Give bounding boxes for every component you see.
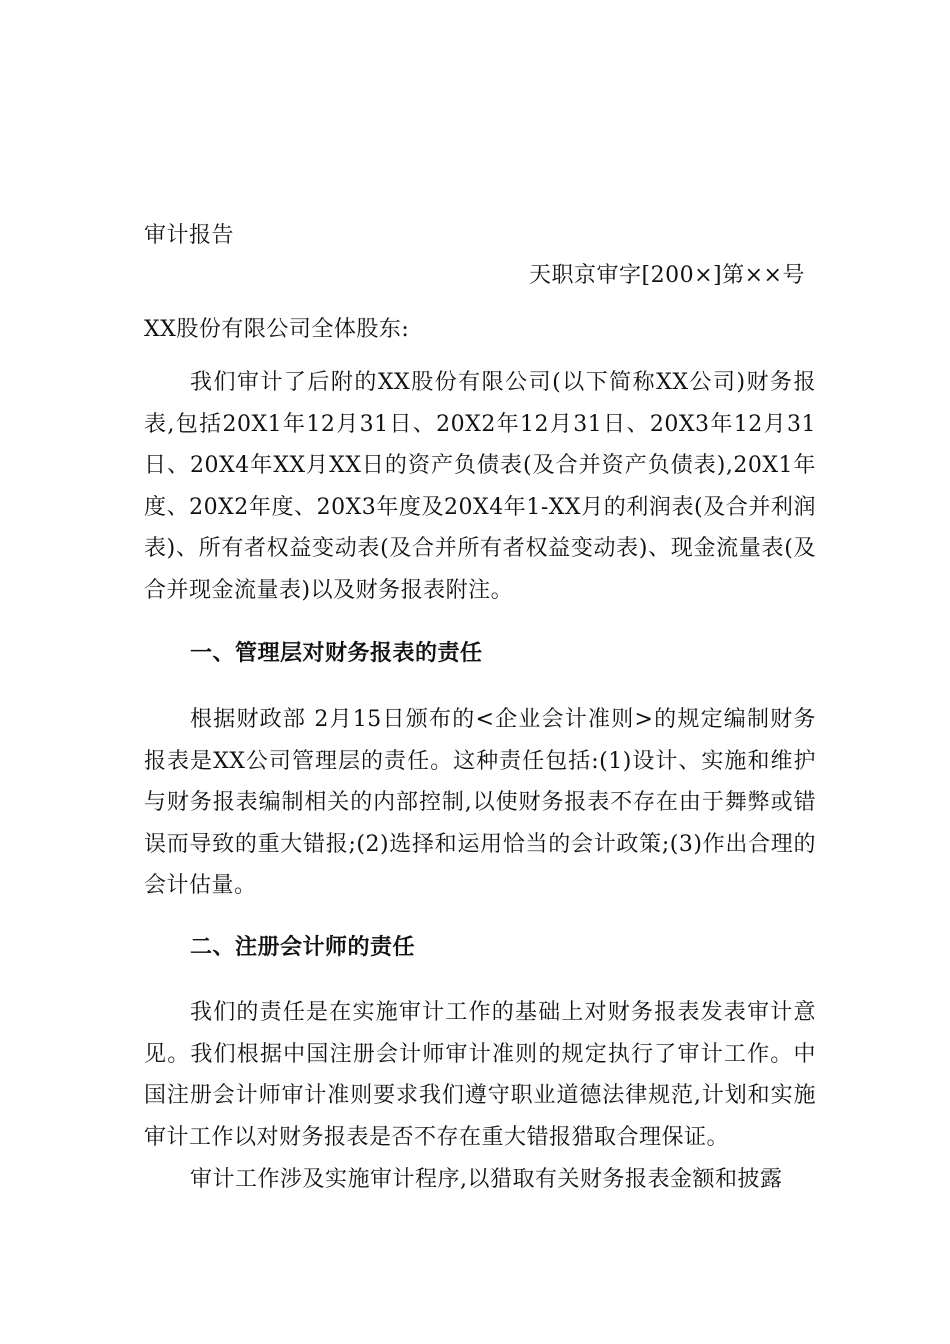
intro-paragraph: 我们审计了后附的XX股份有限公司(以下简称XX公司)财务报表,包括20X1年12月31日、20X2年12月31日、20X3年12月31日、20X4年XX月XX日的资产负债表(及合并资产负债表),20X1年度、20X2年度、20X3年度及20X4年1-XX月的利润表(及合并利润表)、所有者权益变动表(及合并所有者权益变动表)、现金流量表(及合并现金流量表)以及财务报表附注。 — [144, 370, 816, 603]
section-paragraph-auditor-2: 审计工作涉及实施审计程序,以猎取有关财务报表金额和披露 — [190, 1167, 783, 1192]
section-paragraph-auditor-1: 我们的责任是在实施审计工作的基础上对财务报表发表审计意见。我们根据中国注册会计师审计准则的规定执行了审计工作。中国注册会计师审计准则要求我们遵守职业道德法律规范,计划和实施审计工作以对财务报表是否不存在重大错报猎取合理保证。 — [144, 1000, 816, 1150]
document-title: 审计报告 — [144, 223, 235, 248]
addressee: XX股份有限公司全体股东: — [144, 317, 410, 342]
section-heading-management: 一、管理层对财务报表的责任 — [190, 641, 483, 666]
document-number: 天职京审字[200×]第××号 — [529, 263, 805, 288]
section-paragraph-management: 根据财政部 2月15日颁布的<企业会计准则>的规定编制财务报表是XX公司管理层的责任。这种责任包括:(1)设计、实施和维护与财务报表编制相关的内部控制,以使财务报表不存在由于舞弊或错误而导致的重大错报;(2)选择和运用恰当的会计政策;(3)作出合理的会计估量。 — [144, 707, 816, 898]
section-heading-auditor: 二、注册会计师的责任 — [190, 935, 416, 960]
